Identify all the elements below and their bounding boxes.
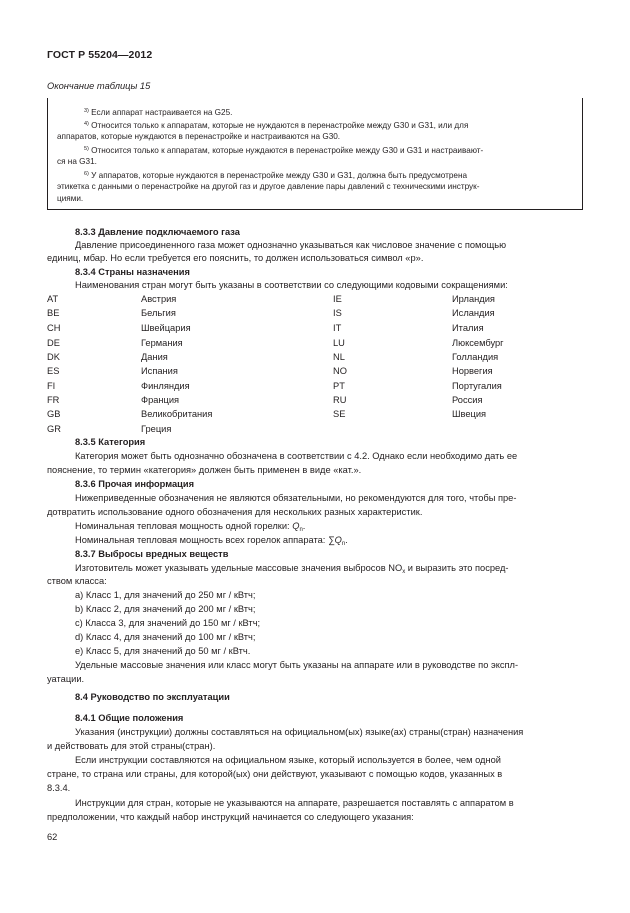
country-name: Голландия — [452, 352, 499, 362]
table-footnotes-box — [47, 98, 583, 210]
paragraph-line: Удельные массовые значения или класс могут быть указаны на аппарате или в руководстве по экспл- — [75, 660, 519, 670]
section-8-4-1-title: 8.4.1 Общие положения — [75, 713, 184, 723]
country-name: Португалия — [452, 381, 502, 391]
country-code: BE — [47, 308, 60, 318]
country-code: IT — [333, 323, 342, 333]
country-name: Ирландия — [452, 294, 495, 304]
country-code: RU — [333, 395, 347, 405]
country-name: Норвегия — [452, 366, 493, 376]
country-code: GB — [47, 409, 61, 419]
paragraph-line: Инструкции для стран, которые не указываются на аппарате, разрешается поставлять с аппаратом в — [75, 798, 514, 808]
paragraph-line: ством класса: — [47, 576, 107, 586]
section-8-3-5-title: 8.3.5 Категория — [75, 437, 146, 447]
country-code: NL — [333, 352, 345, 362]
document-id: ГОСТ Р 55204—2012 — [47, 49, 153, 61]
country-name: Германия — [141, 338, 183, 348]
country-code: GR — [47, 424, 61, 434]
country-name: Люксембург — [452, 338, 504, 348]
paragraph-line: Изготовитель может указывать удельные массовые значения выбросов $NO_x$ и выразить это посред- — [75, 563, 509, 575]
country-name: Франция — [141, 395, 180, 405]
country-name: Дания — [141, 352, 168, 362]
country-name: Швейцария — [141, 323, 191, 333]
country-code: FI — [47, 381, 56, 391]
emission-class-item: c) Класса 3, для значений до 150 мг / кВтч; — [75, 618, 261, 628]
country-name: Австрия — [141, 294, 177, 304]
footnote-4-cont: аппаратов, которые нуждаются в перенастройке и настраиваются на G30. — [57, 132, 341, 141]
paragraph-line: дотвратить использование одного обозначения для нескольких разных характеристик. — [47, 507, 423, 517]
country-code: PT — [333, 381, 345, 391]
paragraph-line: предположении, что каждый набор инструкций начинается со следующего указания: — [47, 812, 414, 822]
emission-class-item: b) Класс 2, для значений до 200 мг / кВтч; — [75, 604, 256, 614]
footnote-4: $^{4)}$ Относится только к аппаратам, которые не нуждаются в перенастройке между G30 и G31, или для — [84, 121, 469, 130]
section-8-4-title: 8.4 Руководство по эксплуатации — [75, 692, 230, 702]
section-8-3-7-title: 8.3.7 Выбросы вредных веществ — [75, 549, 229, 559]
paragraph-line: уатации. — [47, 674, 85, 684]
section-8-3-4-title: 8.3.4 Страны назначения — [75, 267, 190, 277]
emission-class-item: e) Класс 5, для значений до 50 мг / кВтч. — [75, 646, 251, 656]
country-name: Бельгия — [141, 308, 176, 318]
paragraph-line: и действовать для этой страны(стран). — [47, 741, 216, 751]
footnote-5-cont: ся на G31. — [57, 157, 97, 166]
paragraph-line: Указания (инструкции) должны составляться на официальном(ых) языке(ах) страны(стран) назначения — [75, 727, 524, 737]
footnote-5: $^{5)}$ Относится только к аппаратам, которые нуждаются в перенастройке между G30 и G31 и настраивают- — [84, 146, 484, 155]
country-code: AT — [47, 294, 59, 304]
paragraph-line: Нижеприведенные обозначения не являются обязательными, но рекомендуются для того, чтобы пре- — [75, 493, 517, 503]
country-name: Испания — [141, 366, 178, 376]
footnote-6: $^{6)}$ У аппаратов, которые нуждаются в перенастройке между G30 и G31, должна быть предусмотрена — [84, 171, 468, 180]
country-name: Великобритания — [141, 409, 213, 419]
paragraph-line: 8.3.4. — [47, 783, 71, 793]
paragraph-line: Наименования стран могут быть указаны в соответствии со следующими кодовыми сокращениями: — [75, 280, 508, 290]
paragraph-line: Категория может быть однозначно обозначена в соответствии с 4.2. Однако если необходимо дать ее — [75, 451, 518, 461]
emission-class-item: а) Класс 1, для значений до 250 мг / кВтч; — [75, 590, 256, 600]
country-code: NO — [333, 366, 347, 376]
country-code: FR — [47, 395, 60, 405]
section-8-3-3-title: 8.3.3 Давление подключаемого газа — [75, 227, 240, 237]
country-name: Финляндия — [141, 381, 190, 391]
country-code: DK — [47, 352, 60, 362]
country-code: LU — [333, 338, 345, 348]
country-code: IS — [333, 308, 342, 318]
paragraph-line: единиц, мбар. Но если требуется его пояснить, то должен использоваться символ «р». — [47, 253, 424, 263]
footnote-6-cont2: циями. — [57, 194, 84, 203]
paragraph-line: пояснение, то термин «категория» должен быть применен в виде «кат.». — [47, 465, 362, 475]
heat-input-single-burner: Номинальная тепловая мощность одной горелки: $Q_n$. — [75, 521, 306, 533]
country-name: Греция — [141, 424, 172, 434]
country-name: Россия — [452, 395, 483, 405]
table-continuation-label: Окончание таблицы 15 — [47, 81, 151, 91]
country-code: DE — [47, 338, 60, 348]
paragraph-line: Если инструкции составляются на официальном языке, который используется в более, чем одной — [75, 755, 501, 765]
footnote-3: $^{3)}$ Если аппарат настраивается на G25. — [84, 108, 233, 117]
country-code: CH — [47, 323, 61, 333]
country-name: Исландия — [452, 308, 495, 318]
emission-class-item: d) Класс 4, для значений до 100 мг / кВтч; — [75, 632, 256, 642]
page-number: 62 — [47, 832, 58, 842]
paragraph-line: стране, то страна или страны, для которой(ых) они действуют, указывают с помощью кодов, указанных в — [47, 769, 503, 779]
country-code: ES — [47, 366, 60, 376]
footnote-6-cont: этикетка с данными о перенастройке на другой газ и другое давление пары давлений с техническими инструк- — [57, 182, 480, 191]
country-name: Швеция — [452, 409, 487, 419]
section-8-3-6-title: 8.3.6 Прочая информация — [75, 479, 195, 489]
country-name: Италия — [452, 323, 484, 333]
country-code: SE — [333, 409, 346, 419]
country-code: IE — [333, 294, 342, 304]
paragraph-line: Давление присоединенного газа может однозначно указываться как числовое значение с помощью — [75, 240, 507, 250]
heat-input-all-burners: Номинальная тепловая мощность всех горелок аппарата: $\sum Q_n$. — [75, 535, 348, 547]
